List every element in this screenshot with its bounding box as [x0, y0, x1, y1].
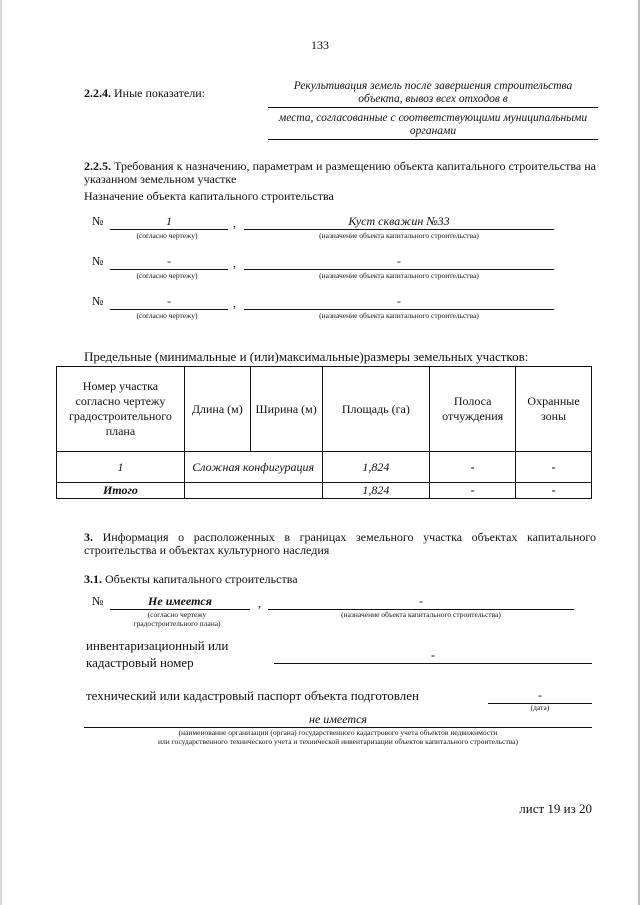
organization-caption-1: (наименование организации (органа) государственного кадастрового учета объектов недвижимости [178, 728, 498, 737]
section-number: 2.2.4. [84, 86, 111, 100]
registration-organization-value: не имеется [84, 712, 592, 728]
passport-label: технический или кадастровый паспорт объекта подготовлен [86, 688, 419, 703]
object-name: - [244, 294, 554, 310]
cell-total-area: 1,824 [322, 483, 430, 499]
purpose-label: Назначение объекта капитального строительства [84, 189, 334, 203]
section-text: Информация о расположенных в границах земельного участка объектах капитального строительства и объектах культурного наследия [84, 530, 597, 557]
sizes-title: Предельные (минимальные и (или)максимальные)размеры земельных участков: [84, 349, 529, 364]
cell-strip: - [430, 452, 516, 483]
value-line-4: органами [268, 125, 598, 140]
section-number: 3.1. [84, 572, 102, 586]
number-caption-2: градостроительного плана) [133, 619, 221, 628]
separator: , [258, 596, 261, 610]
name-caption: (назначение объекта капитального строительства) [341, 610, 501, 619]
cell-total-strip: - [430, 483, 516, 499]
section-label: Иные показатели: [114, 86, 205, 100]
cell-total-label: Итого [57, 483, 185, 499]
section-number: 3. [84, 530, 93, 544]
no-label: № [92, 594, 104, 608]
no-label: № [92, 294, 104, 308]
inventory-number-value: - [274, 648, 592, 664]
cell-plot-number: 1 [57, 452, 185, 483]
table-header-row [57, 367, 592, 452]
scan-edge-left [0, 0, 2, 905]
object-number: - [110, 294, 228, 310]
section-3-1 [84, 572, 298, 587]
no-label: № [92, 214, 104, 228]
organization-caption-2: или государственного технического учета и технической инвентаризации объектов капитального строительства) [157, 737, 518, 746]
page-number: 133 [311, 38, 329, 52]
inventory-label [86, 637, 228, 671]
value-line-3: места, согласованные с соответствующими муниципальными [278, 112, 588, 124]
name-caption: (назначение объекта капитального строительства) [319, 271, 479, 280]
section-number: 2.2.5. [84, 159, 111, 173]
passport-date-value: - [488, 688, 592, 704]
number-caption: (согласно чертежу) [136, 271, 198, 280]
inventory-label-line-2: кадастровый номер [86, 655, 194, 670]
object-name: Куст скважин №33 [244, 214, 554, 230]
separator: , [233, 216, 236, 230]
cell-length-width: Сложная конфигурация [184, 452, 322, 483]
object-number: 1 [110, 214, 228, 230]
cell-total-empty [184, 483, 322, 499]
no-label: № [92, 254, 104, 268]
cell-zones: - [516, 452, 592, 483]
header-plot-number: Номер участка согласно чертежу градостроительного плана [57, 367, 185, 452]
separator: , [233, 256, 236, 270]
table-total-row [57, 483, 592, 499]
name-caption: (назначение объекта капитального строительства) [319, 231, 479, 240]
value-line-1: Рекультивация земель после завершения строительства [293, 80, 573, 92]
value-line-2: объекта, вывоз всех отходов в [268, 93, 598, 108]
number-caption-1: (согласно чертежу [147, 610, 207, 619]
cell-area: 1,824 [322, 452, 430, 483]
section-3 [84, 531, 596, 557]
table-row [57, 452, 592, 483]
date-caption: (дата) [530, 703, 550, 712]
header-strip: Полоса отчуждения [430, 367, 516, 452]
number-caption: (согласно чертежу) [136, 311, 198, 320]
name-caption: (назначение объекта капитального строительства) [319, 311, 479, 320]
object-number: - [110, 254, 228, 270]
separator: , [233, 296, 236, 310]
header-zones: Охранные зоны [516, 367, 592, 452]
inventory-label-line-1: инвентаризационный или [86, 638, 229, 653]
section-2-2-5 [84, 160, 596, 186]
section-label: Объекты капитального строительства [105, 572, 298, 586]
sheet-counter: лист 19 из 20 [519, 801, 592, 816]
number-caption: (согласно чертежу) [136, 231, 198, 240]
header-length: Длина (м) [184, 367, 250, 452]
section-text: Требования к назначению, параметрам и размещению объекта капитального строительства на указанном земельном участке [84, 159, 596, 186]
section-2-2-4 [84, 86, 205, 101]
header-area: Площадь (га) [322, 367, 430, 452]
other-indicators-value [268, 80, 598, 140]
object-name: - [268, 594, 574, 610]
land-plot-sizes-table [56, 366, 592, 499]
object-name: - [244, 254, 554, 270]
object-number: Не имеется [110, 594, 250, 610]
cell-total-zones: - [516, 483, 592, 499]
header-width: Ширина (м) [250, 367, 322, 452]
